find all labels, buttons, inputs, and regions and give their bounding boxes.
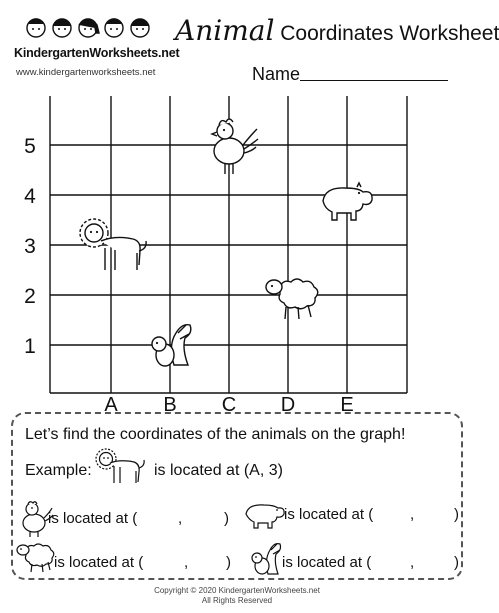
x-tick-label: E bbox=[340, 394, 354, 416]
rights-line: All Rights Reserved bbox=[201, 596, 273, 605]
skunk-comma: , bbox=[410, 554, 415, 571]
x-tick-label: C bbox=[221, 394, 237, 416]
sheep-close-paren: ) bbox=[226, 554, 231, 571]
y-tick-label: 3 bbox=[24, 235, 36, 258]
y-tick-label: 5 bbox=[24, 135, 36, 158]
copyright bbox=[0, 586, 474, 606]
skunk-icon bbox=[248, 538, 284, 578]
hippo-icon bbox=[242, 500, 286, 530]
logo-text: KindergartenWorksheets.net bbox=[14, 46, 180, 60]
sheep-graph-icon bbox=[266, 279, 318, 319]
sheep-located-text: is located at ( bbox=[54, 554, 144, 571]
sheep-icon bbox=[14, 540, 58, 574]
sheep-comma: , bbox=[184, 554, 189, 571]
hippo-comma: , bbox=[410, 506, 415, 523]
name-label: Name bbox=[252, 64, 301, 84]
title-rest: Coordinates Worksheet bbox=[274, 22, 499, 45]
lion-icon bbox=[92, 446, 148, 488]
rooster-graph-icon bbox=[212, 119, 258, 174]
title-script: Animal bbox=[175, 14, 275, 47]
rooster-comma: , bbox=[178, 510, 183, 527]
copyright-line: Copyright © 2020 KindergartenWorksheets.net bbox=[154, 586, 320, 595]
y-tick-label: 1 bbox=[24, 335, 36, 358]
example-label: Example: bbox=[25, 462, 92, 479]
x-tick-label: D bbox=[280, 394, 296, 416]
rooster-close-paren: ) bbox=[224, 510, 229, 527]
x-tick-label: A bbox=[104, 394, 118, 416]
lion-graph-icon bbox=[80, 219, 146, 270]
hippo-located-text: is located at ( bbox=[284, 506, 374, 523]
y-tick-label: 4 bbox=[24, 185, 36, 208]
y-axis-labels bbox=[24, 135, 36, 358]
skunk-located-text: is located at ( bbox=[282, 554, 372, 571]
y-tick-label: 2 bbox=[24, 285, 36, 308]
example-text: is located at (A, 3) bbox=[154, 462, 283, 479]
x-tick-label: B bbox=[163, 394, 177, 416]
site-url: www.kindergartenworksheets.net bbox=[16, 67, 156, 78]
instructions-heading: Let’s find the coordinates of the animals on the graph! bbox=[25, 426, 406, 443]
hippo-close-paren: ) bbox=[454, 506, 459, 523]
animals-layer bbox=[80, 119, 372, 366]
skunk-close-paren: ) bbox=[454, 554, 459, 571]
rooster-located-text: is located at ( bbox=[48, 510, 138, 527]
